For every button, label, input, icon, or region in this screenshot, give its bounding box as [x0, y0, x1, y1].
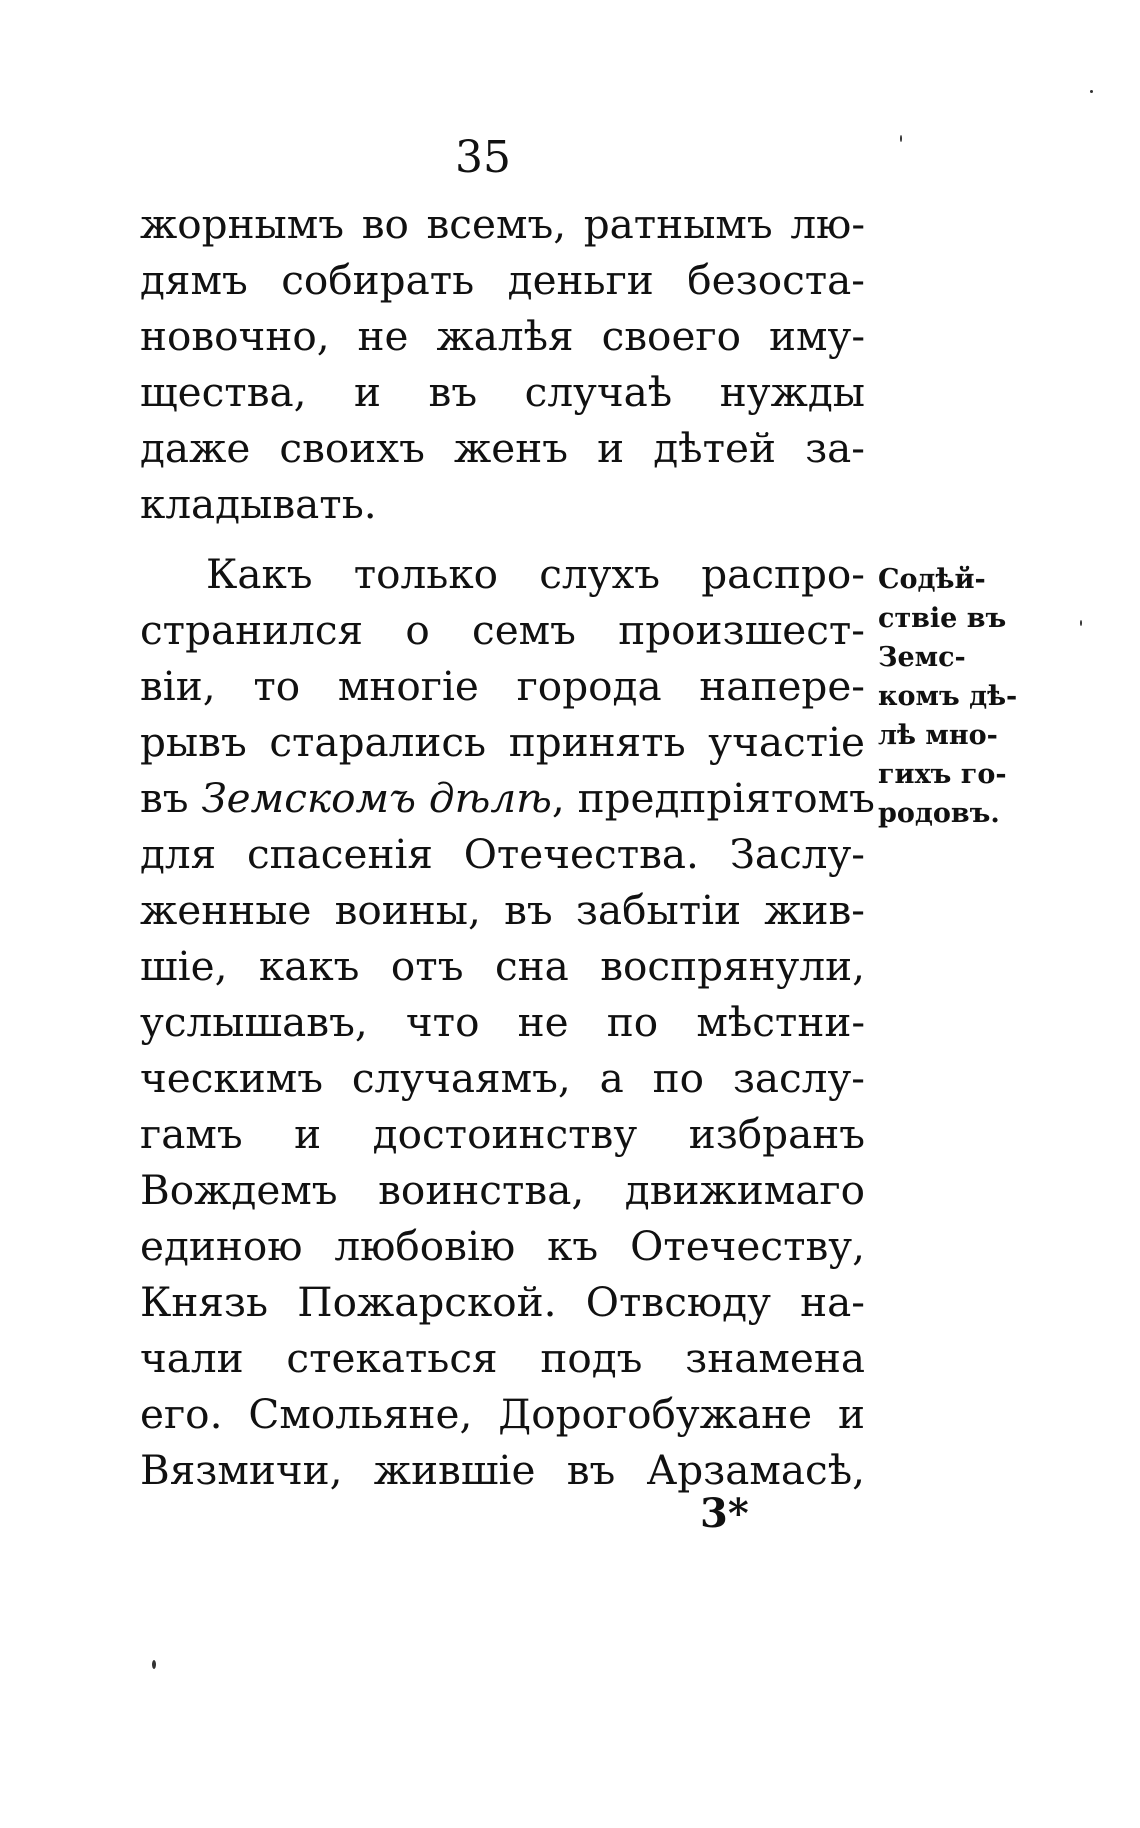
- text-line: единою любовію къ Отечеству,: [140, 1222, 865, 1270]
- text-line: новочно, не жалѣя своего иму-: [140, 312, 865, 360]
- text-line: рывъ старались принять участіе: [140, 718, 865, 766]
- text-line: щества, и въ случаѣ нужды: [140, 368, 865, 416]
- ink-speck: [152, 1660, 156, 1669]
- text-line: услышавъ, что не по мѣстни-: [140, 998, 865, 1046]
- paragraph-1: [140, 196, 865, 532]
- text-line: кладывать.: [140, 480, 377, 528]
- signature-mark: 3*: [700, 1490, 749, 1537]
- margin-note-line: гихъ го-: [878, 759, 1007, 790]
- text-line: ческимъ случаямъ, а по заслу-: [140, 1054, 865, 1102]
- margin-note-line: родовъ.: [878, 798, 1000, 829]
- text-line: чали стекаться подъ знамена: [140, 1334, 865, 1382]
- paragraph-2: [140, 546, 875, 1498]
- margin-note-line: Земс-: [878, 642, 966, 673]
- text-line: дямъ собирать деньги безоста-: [140, 256, 865, 304]
- text-line: віи, то многіе города напере-: [140, 662, 865, 710]
- text-line: Какъ только слухъ распро-: [206, 550, 865, 598]
- ink-speck: [900, 135, 902, 142]
- ink-speck: [1090, 90, 1093, 93]
- text-line: даже своихъ женъ и дѣтей за-: [140, 424, 865, 472]
- margin-note: [878, 560, 1018, 833]
- paragraph-gap: [140, 532, 865, 546]
- text-line: для спасенія Отечества. Заслу-: [140, 830, 865, 878]
- text-line: его. Смольяне, Дорогобужане и: [140, 1390, 865, 1438]
- italic-phrase: Земскомъ дѣлѣ: [201, 774, 552, 822]
- ink-speck: [1080, 620, 1082, 626]
- text-line: странился о семъ произшест-: [140, 606, 865, 654]
- margin-note-line: ствіе въ: [878, 603, 1007, 634]
- margin-note-line: Содѣй-: [878, 564, 986, 595]
- page-number: 35: [455, 132, 511, 183]
- text-fragment: , предпріятомъ: [551, 774, 875, 822]
- main-text: [140, 196, 875, 1498]
- text-fragment: въ: [140, 774, 202, 822]
- text-line: Князь Пожарской. Отвсюду на-: [140, 1278, 865, 1326]
- text-line: шіе, какъ отъ сна воспрянули,: [140, 942, 865, 990]
- text-line: Вязмичи, жившіе въ Арзамасѣ,: [140, 1446, 865, 1494]
- text-line: Вождемъ воинства, движимаго: [140, 1166, 865, 1214]
- margin-note-line: комъ дѣ-: [878, 681, 1018, 712]
- text-line-with-italic: [140, 770, 875, 826]
- text-line: женные воины, въ забытіи жив-: [140, 886, 865, 934]
- text-line: жорнымъ во всемъ, ратнымъ лю-: [140, 200, 865, 248]
- margin-note-line: лѣ мно-: [878, 720, 998, 751]
- text-line: гамъ и достоинству избранъ: [140, 1110, 865, 1158]
